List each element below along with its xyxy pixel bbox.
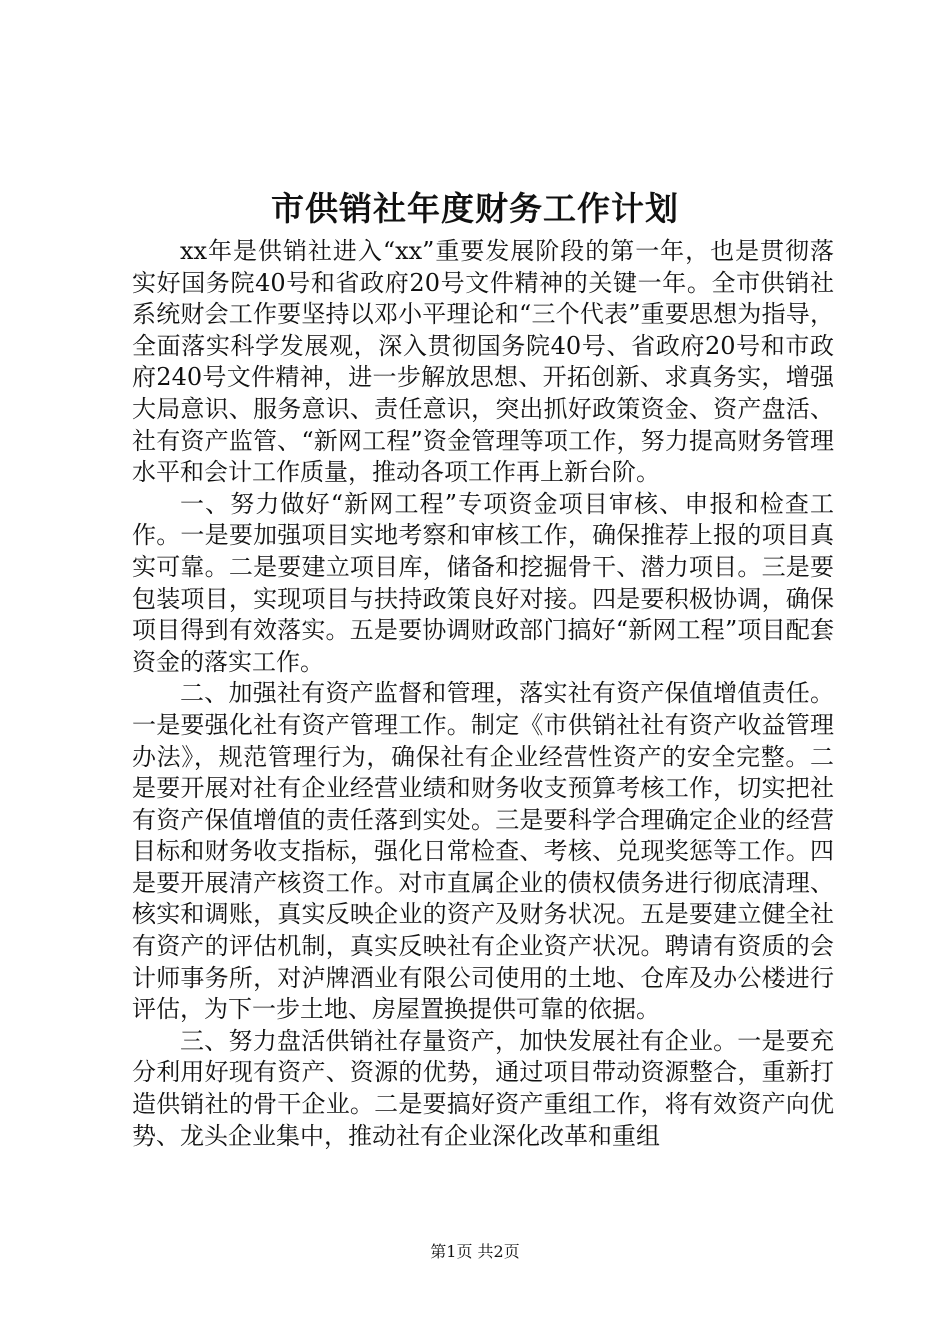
page-number-footer: 第1页 共2页 [430, 1242, 520, 1261]
paragraph-intro: xx年是供销社进入“xx”重要发展阶段的第一年，也是贯彻落实好国务院40号和省政府20号文件精神的关键一年。全市供销社系统财会工作要坚持以邓小平理论和“三个代表”重要思想为指导，全面落实科学发展观，深入贯彻国务院40号、省政府20号和市政府240号文件精神，进一步解放思想、开拓创新、求真务实，增强大局意识、服务意识、责任意识，突出抓好政策资金、资产盘活、社有资产监管、“新网工程”资金管理等项工作，努力提高财务管理水平和会计工作质量，推动各项工作再上新台阶。 [132, 237, 834, 487]
paragraph-section-3: 三、努力盘活供销社存量资产，加快发展社有企业。一是要充分利用好现有资产、资源的优势，通过项目带动资源整合，重新打造供销社的骨干企业。二是要搞好资产重组工作，将有效资产向优势、龙头企业集中，推动社有企业深化改革和重组 [132, 1026, 834, 1150]
document-title: 市供销社年度财务工作计划 [271, 189, 679, 228]
paragraph-section-1: 一、努力做好“新网工程”专项资金项目审核、申报和检查工作。一是要加强项目实地考察和审核工作，确保推荐上报的项目真实可靠。二是要建立项目库，储备和挖掘骨干、潜力项目。三是要包装项目，实现项目与扶持政策良好对接。四是要积极协调，确保项目得到有效落实。五是要协调财政部门搞好“新网工程”项目配套资金的落实工作。 [132, 489, 834, 676]
paragraph-section-2: 二、加强社有资产监督和管理，落实社有资产保值增值责任。一是要强化社有资产管理工作。制定《市供销社社有资产收益管理办法》，规范管理行为，确保社有企业经营性资产的安全完整。二是要开展对社有企业经营业绩和财务收支预算考核工作，切实把社有资产保值增值的责任落到实处。三是要科学合理确定企业的经营目标和财务收支指标，强化日常检查、考核、兑现奖惩等工作。四是要开展清产核资工作。对市直属企业的债权债务进行彻底清理、核实和调账，真实反映企业的资产及财务状况。五是要建立健全社有资产的评估机制，真实反映社有企业资产状况。聘请有资质的会计师事务所，对泸牌酒业有限公司使用的土地、仓库及办公楼进行评估，为下一步土地、房屋置换提供可靠的依据。 [132, 679, 834, 1024]
document-body [132, 236, 834, 1152]
